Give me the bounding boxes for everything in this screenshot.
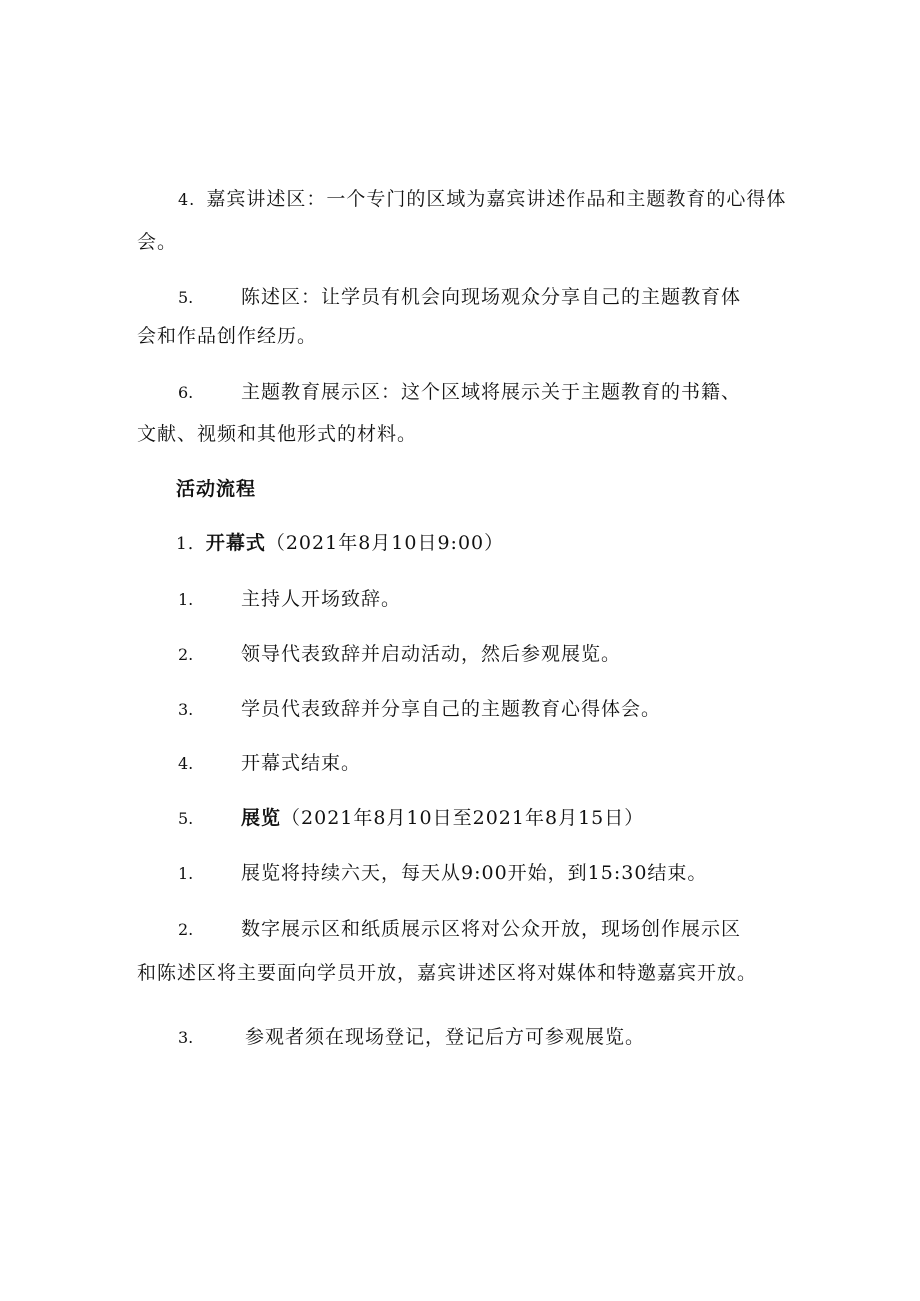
zone-4-continuation: 会。 xyxy=(137,231,178,253)
zone-4-text: 嘉宾讲述区：一个专门的区域为嘉宾讲述作品和主题教育的心得体 xyxy=(206,188,787,210)
zone-6-number: 6. xyxy=(178,383,194,402)
exhibition-number: 5. xyxy=(178,809,194,828)
exhibition-item-1-text: 展览将持续六天，每天从9:00开始，到15:30结束。 xyxy=(241,862,708,884)
opening-heading xyxy=(176,531,504,556)
opening-item-3-number: 3. xyxy=(178,700,194,719)
opening-item-2-text: 领导代表致辞并启动活动，然后参观展览。 xyxy=(241,643,622,665)
exhibition-item-2-text: 数字展示区和纸质展示区将对公众开放，现场创作展示区 xyxy=(241,918,742,940)
opening-title: 开幕式 xyxy=(205,532,266,554)
opening-item-2-number: 2. xyxy=(178,645,194,664)
exhibition-item-3-number: 3. xyxy=(178,1028,194,1047)
zone-6-text: 主题教育展示区：这个区域将展示关于主题教育的书籍、 xyxy=(241,381,742,403)
zone-5-number: 5. xyxy=(178,288,194,307)
opening-number: 1． xyxy=(176,534,206,554)
opening-item-1-text: 主持人开场致辞。 xyxy=(241,588,402,610)
zone-item-4 xyxy=(178,187,786,212)
exhibition-item-1-number: 1. xyxy=(178,864,194,883)
zone-5-continuation: 会和作品创作经历。 xyxy=(137,325,318,347)
opening-item-4-text: 开幕式结束。 xyxy=(241,752,362,774)
exhibition-item-2-number: 2. xyxy=(178,920,194,939)
section-title: 活动流程 xyxy=(176,478,257,500)
opening-item-3-text: 学员代表致辞并分享自己的主题教育心得体会。 xyxy=(241,698,662,720)
exhibition-heading xyxy=(241,806,644,830)
exhibition-item-3-text: 参观者须在现场登记，登记后方可参观展览。 xyxy=(245,1026,646,1048)
zone-6-continuation: 文献、视频和其他形式的材料。 xyxy=(137,423,418,445)
opening-item-4-number: 4. xyxy=(178,754,194,773)
zone-4-number: 4. xyxy=(178,190,196,209)
exhibition-item-2-continuation: 和陈述区将主要面向学员开放，嘉宾讲述区将对媒体和特邀嘉宾开放。 xyxy=(137,962,758,984)
exhibition-title: 展览 xyxy=(241,807,282,829)
opening-item-1-number: 1. xyxy=(178,590,194,609)
zone-5-text: 陈述区：让学员有机会向现场观众分享自己的主题教育体 xyxy=(241,286,742,308)
opening-date: （2021年8月10日9:00） xyxy=(265,532,505,554)
exhibition-date: （2021年8月10日至2021年8月15日） xyxy=(281,807,645,829)
